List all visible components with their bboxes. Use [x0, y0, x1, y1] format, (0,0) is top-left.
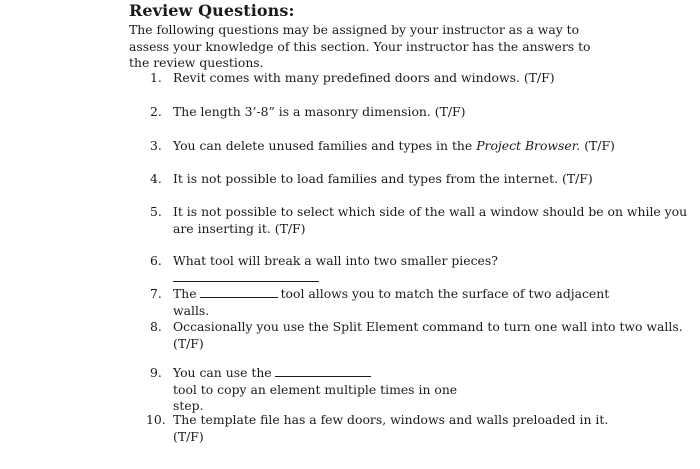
question-text-line: step.: [173, 398, 204, 413]
question-number: 1.: [150, 70, 162, 85]
question-text: The length 3’-8” is a masonry dimension. (T/F): [173, 104, 466, 119]
question-number: 8.: [150, 319, 162, 334]
question-text: [173, 204, 688, 237]
question-number: 9.: [150, 365, 162, 380]
question-text-line: It is not possible to select which side of the wall a window should be on while you: [173, 204, 688, 219]
answer-blank[interactable]: [200, 286, 278, 298]
question-text-part: The: [173, 286, 197, 301]
question-number: 4.: [150, 171, 162, 186]
intro-paragraph: The following questions may be assigned by your instructor as a way to assess your knowledge of this section. Your instructor has the answers to the review questions.: [129, 22, 591, 70]
question-text-part: (T/F): [584, 138, 615, 153]
question-text-line: are inserting it. (T/F): [173, 220, 306, 236]
question-text: [173, 365, 633, 415]
question-number: 10.: [146, 412, 166, 427]
question-text: The template file has a few doors, windows and walls preloaded in it. (T/F): [173, 412, 609, 444]
question-text-part: tool to copy an element multiple times in one: [173, 381, 458, 397]
question-number: 2.: [150, 104, 162, 119]
question-text: [173, 286, 633, 319]
project-browser-term: Project Browser.: [476, 138, 581, 153]
question-text: Revit comes with many predefined doors and windows. (T/F): [173, 70, 555, 85]
review-questions-heading: Review Questions:: [129, 1, 295, 20]
question-text: [173, 138, 633, 155]
question-number: 5.: [150, 204, 162, 219]
question-text: It is not possible to load families and types from the internet. (T/F): [173, 171, 593, 186]
question-text: [173, 319, 683, 352]
question-text-line: Occasionally you use the Split Element command to turn one wall into two walls.: [173, 319, 683, 334]
question-number: 6.: [150, 253, 162, 268]
question-text-line: (T/F): [173, 335, 204, 351]
answer-blank[interactable]: [173, 270, 319, 282]
question-text-part: tool allows you to match the surface of two adjacent walls.: [173, 286, 610, 318]
question-number: 7.: [150, 286, 162, 301]
question-text-part: You can delete unused families and types in the: [173, 138, 473, 153]
question-text: [173, 253, 633, 286]
question-number: 3.: [150, 138, 162, 153]
answer-blank[interactable]: [275, 365, 371, 377]
question-text-part: You can use the: [173, 365, 272, 380]
question-text-part: What tool will break a wall into two smaller pieces?: [173, 253, 498, 268]
